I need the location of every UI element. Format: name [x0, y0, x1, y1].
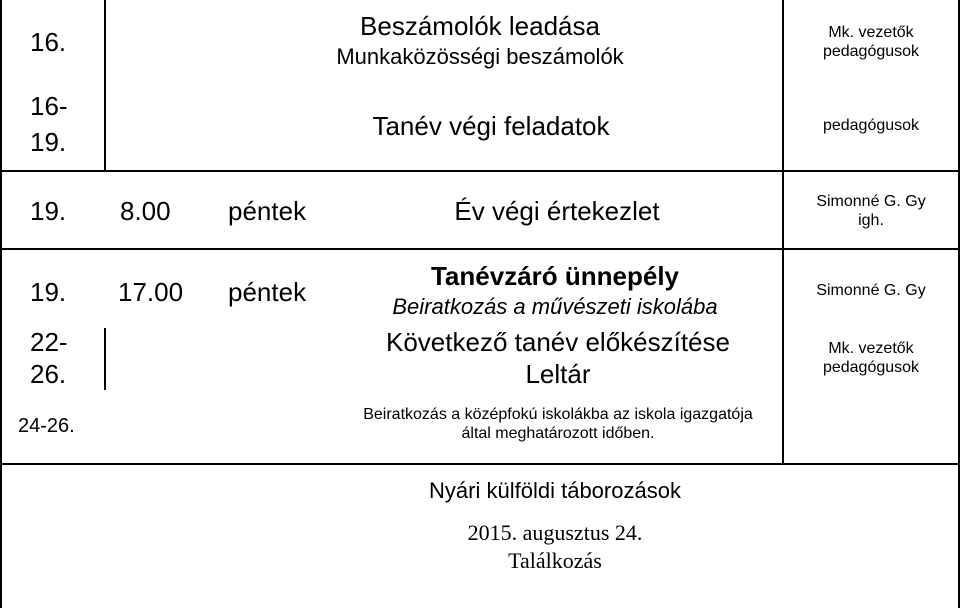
row-date: 16.: [30, 27, 67, 57]
responsible: Simonné G. Gy: [816, 282, 926, 299]
responsible: Mk. vezetők: [828, 24, 914, 41]
column-separator: [104, 328, 106, 390]
row-title: Következő tanév előkészítése: [386, 327, 730, 357]
row-date: 22-: [30, 327, 68, 357]
row-note: által meghatározott időben.: [461, 425, 655, 442]
row-note: Beiratkozás a középfokú iskolákba az iskola igazgatója: [363, 406, 753, 423]
row-time: 8.00: [120, 196, 171, 226]
responsible: pedagógusok: [822, 117, 920, 134]
row-title: Leltár: [525, 359, 591, 389]
row-separator: [0, 170, 960, 172]
row-separator: [0, 463, 960, 465]
column-separator: [782, 0, 784, 463]
table-border-left: [0, 0, 2, 608]
column-separator: [104, 0, 106, 170]
summer-date: 2015. augusztus 24.: [467, 520, 643, 545]
row-day: péntek: [228, 196, 307, 226]
row-day: péntek: [228, 277, 307, 307]
row-date: 19.: [30, 127, 67, 157]
responsible: pedagógusok: [822, 43, 920, 60]
row-date: 24-26.: [18, 415, 75, 437]
row-title: Tanév végi feladatok: [372, 111, 610, 141]
responsible: Mk. vezetők: [828, 340, 914, 357]
row-time: 17.00: [118, 277, 184, 307]
row-date: 19.: [30, 277, 67, 307]
summer-event: Találkozás: [508, 548, 602, 573]
responsible: pedagógusok: [822, 359, 920, 376]
row-date: 26.: [30, 359, 67, 389]
row-subtitle: Beiratkozás a művészeti iskolába: [392, 294, 718, 319]
row-title: Beszámolók leadása: [360, 11, 600, 41]
row-subtitle: Munkaközösségi beszámolók: [336, 44, 624, 69]
row-date: 16-: [30, 91, 68, 121]
row-title: Tanévzáró ünnepély: [430, 261, 680, 291]
row-separator: [0, 248, 960, 250]
summer-title: Nyári külföldi táborozások: [429, 478, 681, 503]
row-title: Év végi értekezlet: [454, 196, 660, 226]
responsible: Simonné G. Gy: [816, 193, 926, 210]
responsible: igh.: [858, 212, 884, 229]
row-date: 19.: [30, 196, 67, 226]
